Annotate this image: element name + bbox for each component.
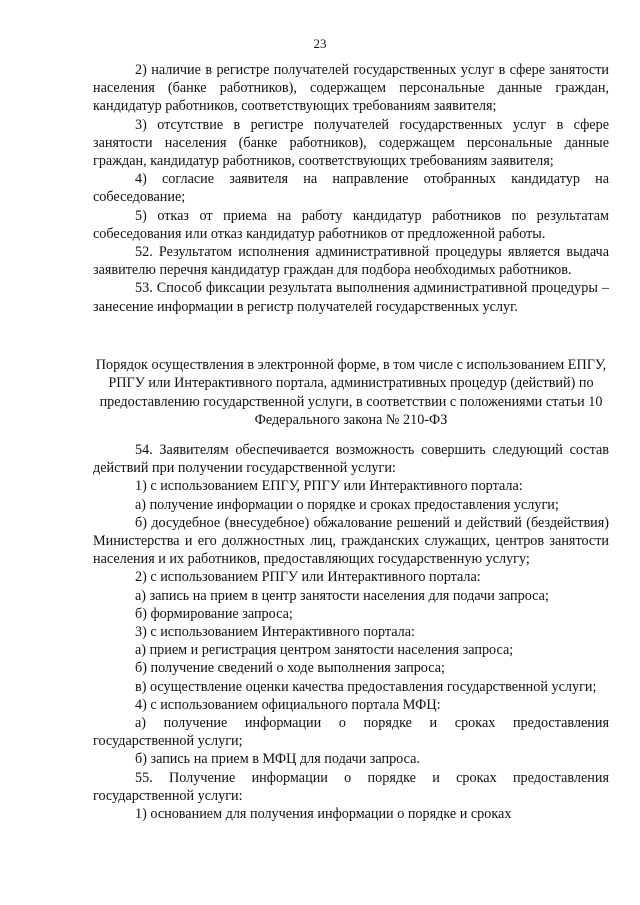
list-item-4a: а) получение информации о порядке и сроках предоставления государственной услуги; (93, 715, 609, 750)
list-item-1a: а) получение информации о порядке и сроках предоставления услуги; (135, 496, 559, 513)
page-number: 23 (313, 36, 327, 51)
paragraph-53: 53. Способ фиксации результата выполнения административной процедуры – занесение информации в регистр получателей государственных услуг. (93, 280, 609, 315)
section-heading: Порядок осуществления в электронной форме, в том числе с использованием ЕПГУ, РПГУ или Интерактивного портала, административных процедур (действий) по предоставлению государственной услуги, в соответствии с положениями статьи 10 Федерального закона № 210-ФЗ (95, 357, 607, 429)
list-item-2b: б) формирование запроса; (135, 605, 293, 622)
list-item-3a: а) прием и регистрация центром занятости населения запроса; (135, 642, 514, 659)
paragraph-54: 54. Заявителям обеспечивается возможность совершить следующий состав действий при получении государственной услуги: (93, 442, 609, 477)
paragraph-item-5: 5) отказ от приема на работу кандидатур работников по результатам собеседования или отказ кандидатур работников от предложенной работы. (93, 207, 609, 242)
list-item-3: 3) с использованием Интерактивного портала: (135, 624, 416, 641)
paragraph-item-3: 3) отсутствие в регистре получателей государственных услуг в сфере занятости населения (банке работников), содержащем персональные данные граждан, кандидатур работников, соответствующих требованиям заявителя; (93, 116, 609, 170)
list-item-3b: б) получение сведений о ходе выполнения запроса; (135, 660, 445, 677)
paragraph-55: 55. Получение информации о порядке и сроках предоставления государственной услуги: (93, 769, 609, 804)
list-item-3c: в) осуществление оценки качества предоставления государственной услуги; (135, 678, 597, 695)
list-item-2a: а) запись на прием в центр занятости населения для подачи запроса; (135, 587, 549, 604)
list-item-4: 4) с использованием официального портала МФЦ: (135, 696, 441, 713)
paragraphs-before-heading (93, 61, 609, 316)
list-item-55-1: 1) основанием для получения информации о порядке и сроках (135, 806, 512, 823)
list-item-1b: б) досудебное (внесудебное) обжалование решений и действий (бездействия) Министерства и его должностных лиц, гражданских служащих, центров занятости населения и их работников, предоставляющих государственную услугу; (93, 514, 609, 568)
list-item-1: 1) с использованием ЕПГУ, РПГУ или Интерактивного портала: (135, 478, 523, 495)
paragraph-item-2: 2) наличие в регистре получателей государственных услуг в сфере занятости населения (банке работников), содержащем персональные данные граждан, кандидатур работников, соответствующих требованиям заявителя; (93, 62, 609, 115)
list-item-4b: б) запись на прием в МФЦ для подачи запроса. (135, 751, 420, 768)
paragraph-item-4: 4) согласие заявителя на направление отобранных кандидатур на собеседование; (93, 171, 609, 206)
paragraphs-after-heading (93, 441, 609, 823)
paragraph-52: 52. Результатом исполнения административной процедуры является выдача заявителю перечня кандидатур граждан для подбора необходимых работников. (93, 244, 609, 279)
list-item-2: 2) с использованием РПГУ или Интерактивного портала: (135, 569, 481, 586)
